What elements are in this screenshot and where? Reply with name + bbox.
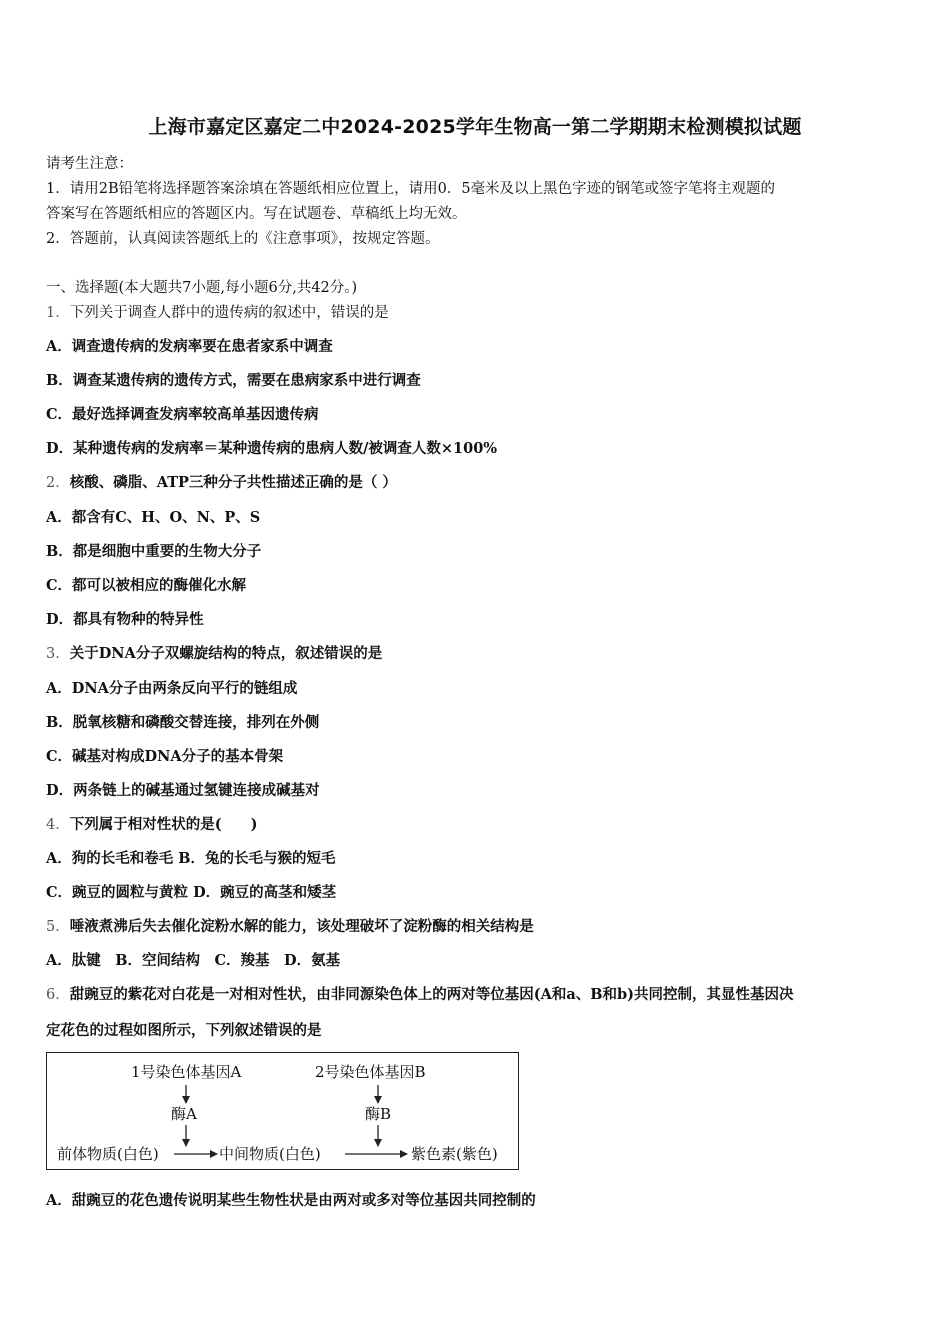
question-1-stem <box>46 301 389 322</box>
question-text: 甜豌豆的紫花对白花是一对相对性状，由非同源染色体上的两对等位基因(A和a、B和b)共同控制，其显性基因决 <box>69 986 794 1003</box>
question-6-stem-line-1 <box>46 983 794 1004</box>
question-number: 2． <box>46 475 70 491</box>
question-2-option-c: C．都可以被相应的酶催化水解 <box>46 577 247 594</box>
page-title: 上海市嘉定区嘉定二中2024-2025学年生物高一第二学期期末检测模拟试题 <box>148 116 802 138</box>
question-number: 3． <box>46 646 70 662</box>
notice-item-1-line-2: 答案写在答题纸相应的答题区内。写在试题卷、草稿纸上均无效。 <box>46 206 467 222</box>
question-3-option-b: B．脱氧核糖和磷酸交替连接，排列在外侧 <box>46 714 320 731</box>
question-5-stem <box>46 915 534 936</box>
notice-item-1-line-1: 1．请用2B铅笔将选择题答案涂填在答题纸相应位置上，请用0．5毫米及以上黑色字迹的钢笔或签字笔将主观题的 <box>46 181 776 197</box>
question-6-option-a: A．甜豌豆的花色遗传说明某些生物性状是由两对或多对等位基因共同控制的 <box>46 1192 536 1209</box>
enzyme-b-label: 酶B <box>365 1105 392 1123</box>
flower-color-pathway-diagram <box>46 1052 519 1170</box>
question-4-stem <box>46 813 257 834</box>
intermediate-label: 中间物质(白色) <box>219 1145 321 1163</box>
question-4-options-ab: A．狗的长毛和卷毛 B．兔的长毛与猴的短毛 <box>46 850 336 867</box>
question-text: 唾液煮沸后失去催化淀粉水解的能力，该处理破坏了淀粉酶的相关结构是 <box>69 918 534 935</box>
section-heading: 一、选择题(本大题共7小题,每小题6分,共42分。) <box>46 280 358 296</box>
question-2-stem <box>46 471 397 492</box>
gene-b-label: 2号染色体基因B <box>315 1063 426 1081</box>
notice-item-2: 2．答题前，认真阅读答题纸上的《注意事项》，按规定答题。 <box>46 231 440 247</box>
question-2-option-b: B．都是细胞中重要的生物大分子 <box>46 543 262 560</box>
question-3-option-d: D．两条链上的碱基通过氢键连接成碱基对 <box>46 782 320 799</box>
precursor-label: 前体物质(白色) <box>57 1145 159 1163</box>
question-1-option-b: B．调查某遗传病的遗传方式，需要在患病家系中进行调查 <box>46 372 421 389</box>
pathway-svg <box>47 1053 517 1168</box>
question-3-stem <box>46 642 382 663</box>
enzyme-a-label: 酶A <box>171 1105 197 1123</box>
question-text: 核酸、磷脂、ATP三种分子共性描述正确的是（ ） <box>69 474 397 491</box>
question-4-options-cd: C．豌豆的圆粒与黄粒 D．豌豆的高茎和矮茎 <box>46 884 337 901</box>
question-number: 5． <box>46 919 70 935</box>
question-3-option-c: C．碱基对构成DNA分子的基本骨架 <box>46 748 284 765</box>
gene-a-label: 1号染色体基因A <box>131 1063 242 1081</box>
question-3-option-a: A．DNA分子由两条反向平行的链组成 <box>46 680 298 697</box>
question-5-options: A．肽键 B．空间结构 C．羧基 D．氨基 <box>46 952 341 969</box>
question-text: 关于DNA分子双螺旋结构的特点，叙述错误的是 <box>69 645 383 662</box>
question-1-option-c: C．最好选择调查发病率较高单基因遗传病 <box>46 406 319 423</box>
question-1-option-a: A．调查遗传病的发病率要在患者家系中调查 <box>46 338 333 355</box>
question-2-option-d: D．都具有物种的特异性 <box>46 611 204 628</box>
question-text: 下列关于调查人群中的遗传病的叙述中，错误的是 <box>69 305 389 321</box>
question-number: 4． <box>46 817 70 833</box>
question-text: 下列属于相对性状的是( ) <box>69 816 258 833</box>
question-number: 6． <box>46 987 70 1003</box>
question-2-option-a: A．都含有C、H、O、N、P、S <box>46 509 261 526</box>
pigment-label: 紫色素(紫色) <box>411 1145 498 1163</box>
question-6-stem-line-2: 定花色的过程如图所示，下列叙述错误的是 <box>46 1022 322 1039</box>
question-1-option-d: D．某种遗传病的发病率＝某种遗传病的患病人数/被调查人数×100% <box>46 440 498 457</box>
question-number: 1． <box>46 305 70 321</box>
notice-heading: 请考生注意： <box>46 156 133 172</box>
